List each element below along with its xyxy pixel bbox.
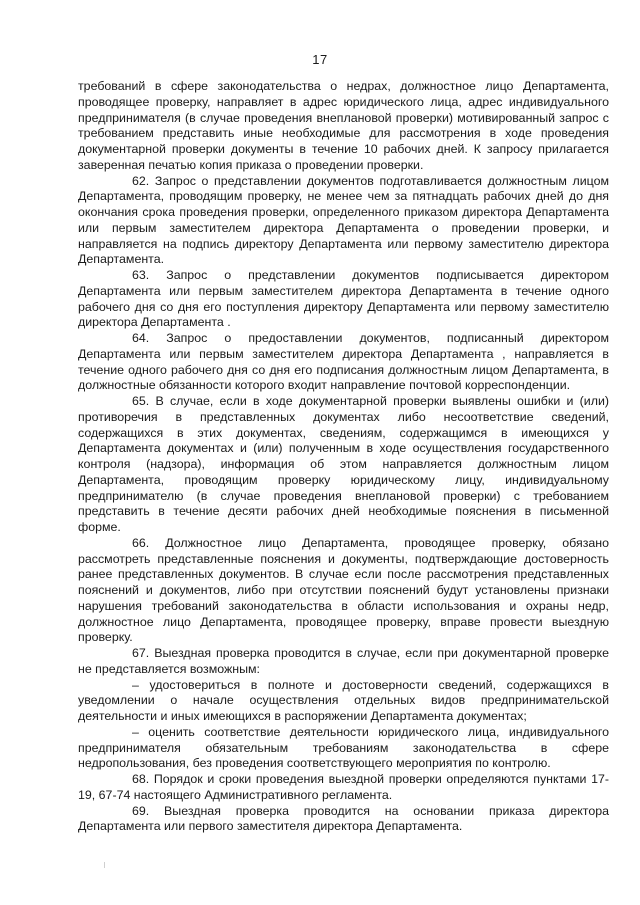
paragraph-63: 63. Запрос о представлении документов подписывается директором Департамента или первым заместителем директора Департамента в течение одного рабочего дня со дня его поступления директору Департамента или первому заместителю директора Департамента . xyxy=(78,268,609,330)
page-number: 17 xyxy=(312,52,328,67)
margin-mark xyxy=(104,862,105,868)
paragraph-67: 67. Выездная проверка проводится в случае, если при документарной проверке не представляется возможным: xyxy=(78,646,609,676)
document-body xyxy=(78,79,609,835)
paragraph-69: 69. Выездная проверка проводится на основании приказа директора Департамента или первого заместителя директора Департамента. xyxy=(78,803,609,834)
paragraph-62: 62. Запрос о представлении документов подготавливается должностным лицом Департамента, проводящим проверку, не менее чем за пятнадцать рабочих дней до дня окончания срока проведения проверки, определенного приказом директора Департамента или первым заместителем директора Департамента о проведении проверки, и направляется на подпись директору Департамента или первому заместителю директора Департамента. xyxy=(78,173,609,267)
list-item-verify: – удостовериться в полноте и достоверности сведений, содержащихся в уведомлении о начале осуществления отдельных видов предпринимательской деятельности и иных имеющихся в распоряжении Департамента документах; xyxy=(78,677,609,723)
paragraph-66: 66. Должностное лицо Департамента, проводящее проверку, обязано рассмотреть представленные пояснения и документы, подтверждающие достоверность ранее представленных документов. В случае если после рассмотрения представленных пояснений и документов, либо при отсутствии пояснений будут установлены признаки нарушения требований законодательства в области использования и охраны недр, должностное лицо Департамента, проводящее проверку, вправе провести выездную проверку. xyxy=(78,535,609,645)
paragraph-68: 68. Порядок и сроки проведения выездной проверки определяются пунктами 17-19, 67-74 настоящего Административного регламента. xyxy=(78,772,609,802)
list-item-assess: – оценить соответствие деятельности юридического лица, индивидуального предпринимателя обязательным требованиям законодательства в сфере недропользования, без проведения соответствующего мероприятия по контролю. xyxy=(78,724,609,771)
paragraph-64: 64. Запрос о предоставлении документов, подписанный директором Департамента или первым заместителем директора Департамента , направляется в течение одного рабочего дня со дня его подписания должностным лицом Департамента, в должностные обязанности которого входит направление почтовой корреспонденции. xyxy=(78,331,609,393)
paragraph-65: 65. В случае, если в ходе документарной проверки выявлены ошибки и (или) противоречия в представленных документах либо несоответствие сведений, содержащихся в этих документах, сведениям, содержащимся в имеющихся у Департамента документах и (или) полученным в ходе осуществления государственного контроля (надзора), информация об этом направляется должностным лицом Департамента, проводящим проверку юридическому лицу, индивидуальному предпринимателю (в случае проведения внеплановой проверки) с требованием представить в течение десяти рабочих дней необходимые пояснения в письменной форме. xyxy=(78,394,609,534)
paragraph-continuation: требований в сфере законодательства о недрах, должностное лицо Департамента, проводящее проверку, направляет в адрес юридического лица, адрес индивидуального предпринимателя (в случае проведения внеплановой проверки) мотивированный запрос с требованием представить иные необходимые для рассмотрения в ходе проведения документарной проверки документы в течение 10 рабочих дней. К запросу прилагается заверенная печатью копия приказа о проведении проверки. xyxy=(78,79,609,172)
